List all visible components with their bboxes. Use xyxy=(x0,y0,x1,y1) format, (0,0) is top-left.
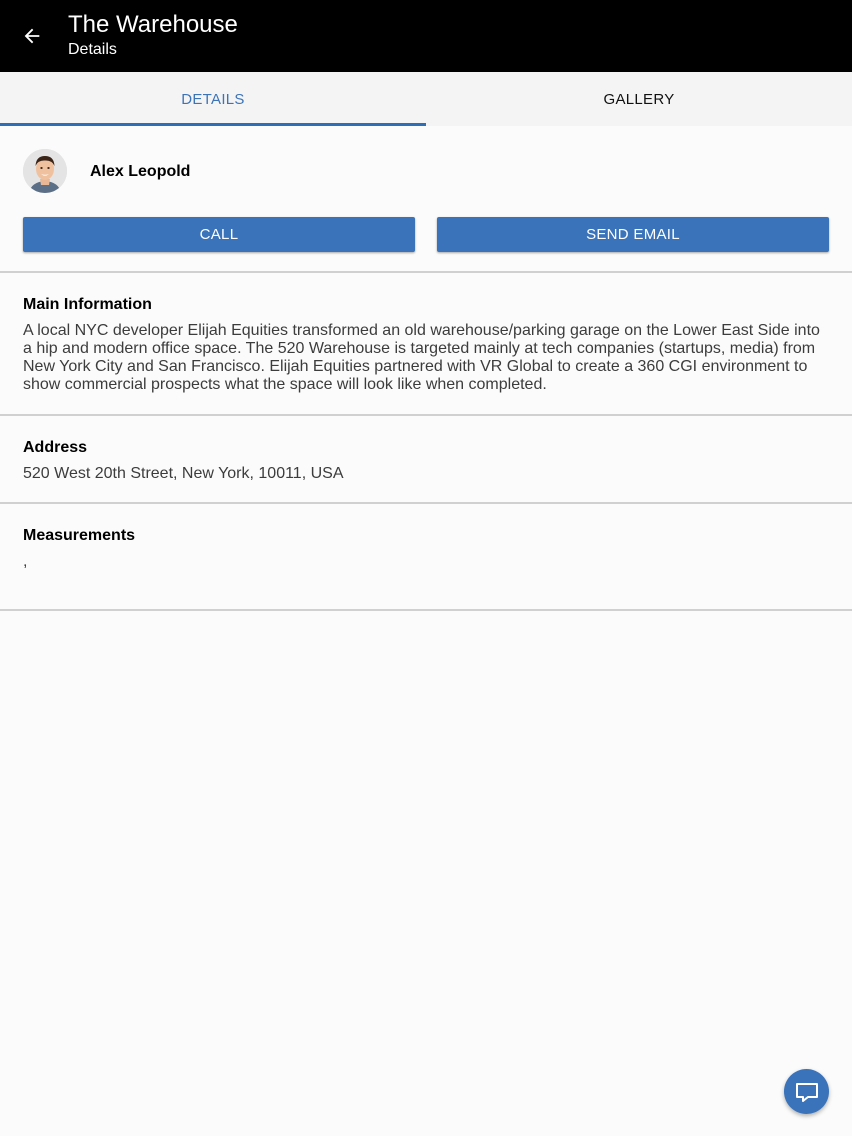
measurements-title: Measurements xyxy=(23,527,136,544)
chat-window-icon xyxy=(794,1081,820,1103)
tab-gallery[interactable]: GALLERY xyxy=(603,90,675,108)
send-email-button[interactable]: SEND EMAIL xyxy=(437,217,829,252)
chat-button[interactable] xyxy=(784,1069,829,1114)
divider xyxy=(0,502,852,504)
address-text: 520 West 20th Street, New York, 10011, USA xyxy=(23,465,344,482)
divider xyxy=(0,609,852,611)
main-information-title: Main Information xyxy=(23,296,152,313)
arrow-left-icon xyxy=(21,25,43,47)
avatar-photo xyxy=(23,149,67,193)
page-subtitle: Details xyxy=(68,41,117,58)
tab-details[interactable]: DETAILS xyxy=(181,90,245,108)
tab-bar xyxy=(0,72,852,126)
divider xyxy=(0,271,852,273)
address-title: Address xyxy=(23,439,88,456)
divider xyxy=(0,414,852,416)
measurements-text: , xyxy=(23,553,28,570)
contact-name: Alex Leopold xyxy=(90,163,191,180)
contact-row xyxy=(0,126,852,196)
avatar xyxy=(23,149,67,193)
call-button[interactable]: CALL xyxy=(23,217,415,252)
app-bar xyxy=(0,0,852,72)
page-title: The Warehouse xyxy=(68,11,238,38)
main-information-text: A local NYC developer Elijah Equities transformed an old warehouse/parking garage on the Lower East Side into a hip and modern office space. The 520 Warehouse is targeted mainly at tech companies (startups, media) from New York City and San Francisco. Elijah Equities partnered with VR Global to create a 360 CGI environment to show commercial prospects what the space will look like when completed. xyxy=(23,322,820,393)
back-button[interactable] xyxy=(14,18,50,54)
